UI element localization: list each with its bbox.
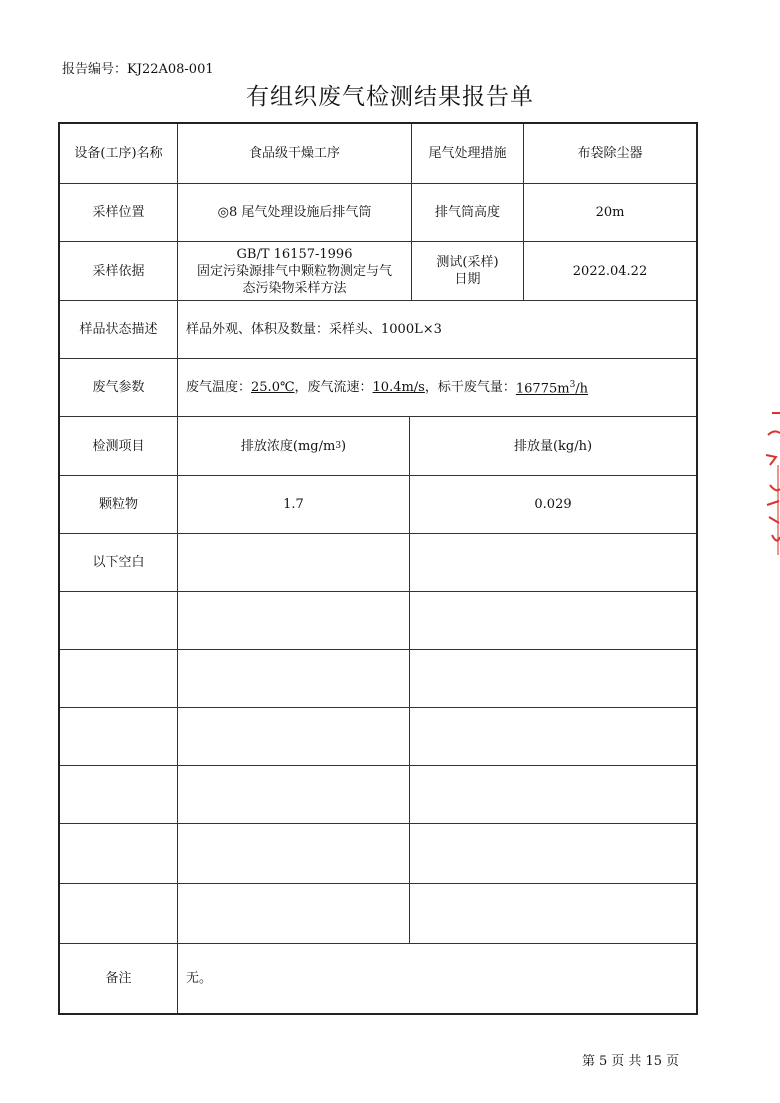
- pollutant-name: 颗粒物: [60, 476, 178, 534]
- seal-stamp: [758, 405, 780, 565]
- empty-cell: [60, 766, 178, 824]
- date-label-line-2: 日期: [454, 272, 481, 287]
- gas-param-label: 废气参数: [60, 359, 178, 417]
- date-value: 2022.04.22: [524, 242, 696, 301]
- device-label: 设备(工序)名称: [60, 124, 178, 184]
- basis-line-1: GB/T 16157-1996: [236, 246, 353, 262]
- page-current: 5: [599, 1054, 608, 1069]
- position-label: 采样位置: [60, 184, 178, 242]
- conc-header-text: 排放浓度(mg/m: [240, 438, 336, 454]
- page-title: 有组织废气检测结果报告单: [246, 84, 534, 110]
- empty-cell: [410, 534, 696, 592]
- empty-cell: [178, 708, 410, 766]
- conc-header-sup: 3: [335, 440, 342, 451]
- report-number: [62, 58, 214, 77]
- gas-flow-value: 10.4m/s: [372, 380, 425, 395]
- empty-cell: [410, 824, 696, 884]
- conc-header: [178, 417, 410, 476]
- empty-cell: [410, 766, 696, 824]
- page-number: [580, 1050, 681, 1069]
- empty-cell: [178, 534, 410, 592]
- empty-cell: [178, 592, 410, 650]
- std-dry-label: ，标干废气量：: [424, 380, 516, 395]
- empty-cell: [60, 592, 178, 650]
- empty-cell: [410, 650, 696, 708]
- empty-cell: [410, 708, 696, 766]
- std-dry-sup: 3: [569, 380, 576, 391]
- report-number-label: 报告编号：: [62, 62, 128, 77]
- empty-cell: [178, 824, 410, 884]
- sample-state-label: 样品状态描述: [60, 301, 178, 359]
- blank-label: 以下空白: [60, 534, 178, 592]
- empty-cell: [60, 708, 178, 766]
- page-prefix: 第: [582, 1054, 596, 1069]
- empty-cell: [60, 824, 178, 884]
- treatment-label: 尾气处理措施: [412, 124, 524, 184]
- empty-cell: [178, 884, 410, 944]
- item-label: 检测项目: [60, 417, 178, 476]
- gas-temp-label: 废气温度：: [186, 380, 252, 395]
- treatment-value: 布袋除尘器: [524, 124, 696, 184]
- page-suffix: 页: [665, 1054, 679, 1069]
- std-dry-number: 16775m: [515, 381, 570, 397]
- remark-value: 无。: [186, 971, 213, 986]
- page-total: 15: [645, 1054, 662, 1069]
- position-value: ◎8 尾气处理设施后排气筒: [178, 184, 412, 242]
- gas-param-value: [178, 359, 696, 417]
- empty-cell: [60, 650, 178, 708]
- result-table: [58, 122, 698, 1015]
- empty-cell: [60, 884, 178, 944]
- basis-line-2: 固定污染源排气中颗粒物测定与气: [196, 263, 392, 279]
- basis-line-3: 态污染物采样方法: [242, 280, 347, 296]
- std-dry-unit: /h: [575, 381, 589, 397]
- rate-header: 排放量(kg/h): [410, 417, 696, 476]
- empty-cell: [410, 884, 696, 944]
- remark-label: 备注: [60, 944, 178, 1013]
- gas-temp-value: 25.0℃: [251, 380, 295, 395]
- page-mid: 页 共: [611, 1054, 642, 1069]
- stack-height-value: 20m: [524, 184, 696, 242]
- date-label-line-1: 测试(采样): [436, 255, 499, 270]
- report-number-value: KJ22A08-001: [127, 62, 214, 77]
- empty-cell: [178, 766, 410, 824]
- basis-label: 采样依据: [60, 242, 178, 301]
- basis-value: [178, 242, 412, 301]
- pollutant-rate: 0.029: [410, 476, 696, 534]
- std-dry-value: [516, 377, 588, 397]
- date-label: [412, 242, 524, 301]
- device-value: 食品级干燥工序: [178, 124, 412, 184]
- stack-height-label: 排气筒高度: [412, 184, 524, 242]
- empty-cell: [410, 592, 696, 650]
- sample-state-value: 样品外观、体积及数量：采样头、1000L×3: [178, 301, 696, 359]
- conc-header-end: ): [341, 438, 347, 454]
- gas-flow-label: ，废气流速：: [294, 380, 373, 395]
- pollutant-conc: 1.7: [178, 476, 410, 534]
- empty-cell: [178, 650, 410, 708]
